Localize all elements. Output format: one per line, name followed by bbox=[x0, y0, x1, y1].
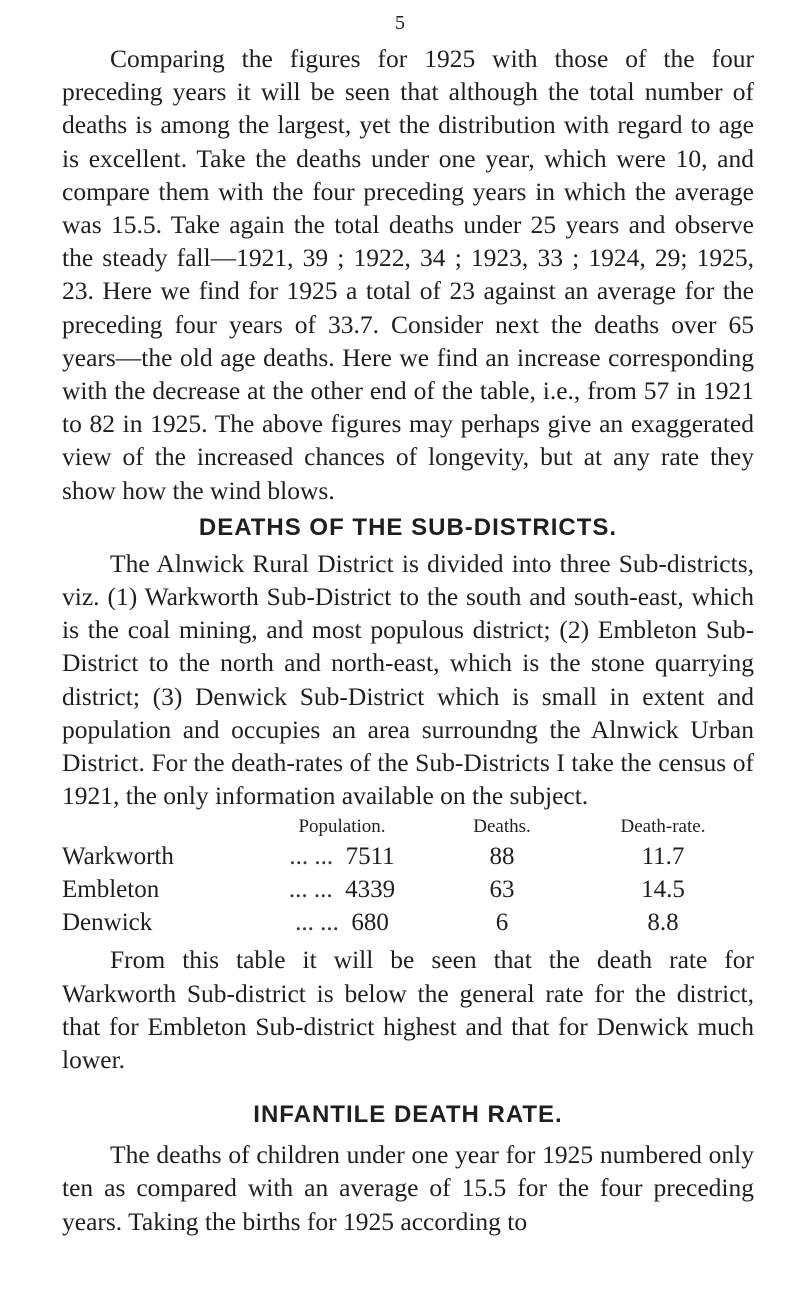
row-deaths: 6 bbox=[495, 908, 509, 936]
dot-leader: ... ... bbox=[288, 875, 333, 903]
row-population: 680 bbox=[351, 908, 389, 936]
header-population: Population. bbox=[298, 816, 386, 838]
row-name-cell bbox=[62, 840, 252, 873]
heading-infantile-death-rate: INFANTILE DEATH RATE. bbox=[253, 1101, 563, 1129]
paragraph-age-distribution: Comparing the figures for 1925 with those of the four preceding years it will be seen that although the total number of deaths is among the largest, yet the distribution with regard to age is excellent. Take the deaths under one year, which were 10, and compare them with the four preceding years in which the average was 15.5. Take again the total deaths under 25 years and observe the steady fall—1921, 39 ; 1922, 34 ; 1923, 33 ; 1924, 29; 1925, 23. Here we find for 1925 a total of 23 against an average for the preceding four years of 33.7. Consider next the deaths over 65 years—the old age deaths. Here we find an increase corresponding with the decrease at the other end of the table, i.e., from 57 in 1921 to 82 in 1925. The above figures may perhaps give an exaggerated view of the increased chances of longevity, but at any rate they show how the wind blows. bbox=[62, 44, 754, 505]
row-rate: 8.8 bbox=[647, 908, 679, 936]
paragraph-infantile: The deaths of children under one year for 1925 numbered only ten as compared with an average of 15.5 for the four preceding years. Taking the births for 1925 according to bbox=[62, 1140, 754, 1236]
row-population: 7511 bbox=[345, 842, 395, 870]
header-blank bbox=[62, 814, 252, 840]
row-rate: 11.7 bbox=[641, 842, 685, 870]
paragraph-table-comment: From this table it will be seen that the death rate for Warkworth Sub-district is below the general rate for the district, that for Embleton Sub-district highest and that for Denwick much lower. bbox=[62, 945, 754, 1075]
page-content bbox=[62, 42, 754, 1238]
table-row bbox=[62, 906, 754, 939]
dot-leader: ... ... bbox=[289, 842, 334, 870]
row-name: Denwick bbox=[62, 908, 153, 936]
row-population: 4339 bbox=[345, 875, 396, 903]
heading-sub-districts: DEATHS OF THE SUB-DISTRICTS. bbox=[198, 513, 618, 541]
row-name-cell bbox=[62, 906, 252, 939]
table-row bbox=[62, 840, 754, 873]
row-deaths: 88 bbox=[489, 842, 515, 870]
page-number: 5 bbox=[395, 12, 405, 34]
row-population-cell bbox=[252, 873, 432, 906]
row-name: Warkworth bbox=[62, 842, 174, 870]
row-population-cell bbox=[252, 840, 432, 873]
sub-district-table bbox=[62, 814, 754, 939]
header-deaths: Deaths. bbox=[473, 816, 531, 838]
paragraph-sub-districts: The Alnwick Rural District is divided into three Sub-districts, viz. (1) Warkworth Sub-District to the south and south-east, which is the coal mining, and most populous district; (2) Embleton Sub-District to the north and north-east, which is the stone quarrying district; (3) Denwick Sub-District which is small in extent and population and occupies an area surroundng the Alnwick Urban District. For the death-rates of the Sub-Districts I take the census of 1921, the only information available on the subject. bbox=[62, 548, 754, 811]
row-name: Embleton bbox=[62, 875, 160, 903]
table-header-row bbox=[62, 814, 754, 840]
table-row bbox=[62, 873, 754, 906]
row-name-cell bbox=[62, 873, 252, 906]
row-population-cell bbox=[252, 906, 432, 939]
row-deaths: 63 bbox=[489, 875, 515, 903]
header-death-rate: Death-rate. bbox=[620, 816, 706, 838]
dot-leader: ... ... bbox=[295, 908, 339, 936]
row-rate: 14.5 bbox=[641, 875, 685, 903]
